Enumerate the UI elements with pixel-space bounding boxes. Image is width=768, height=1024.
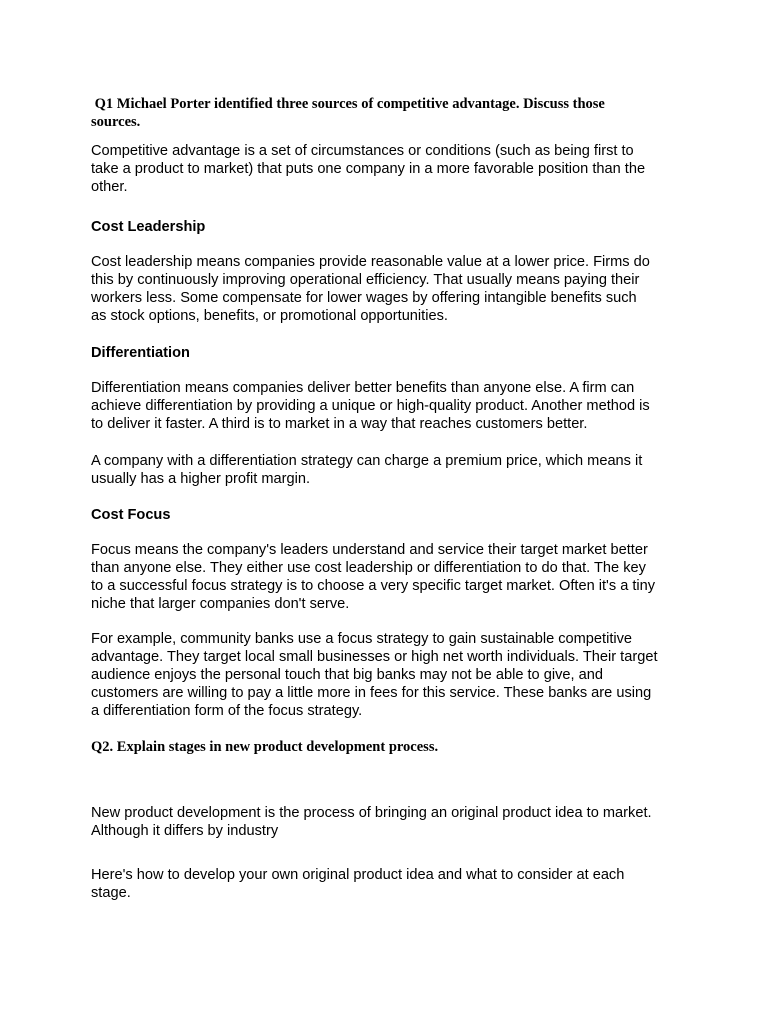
differentiation-heading: Differentiation (91, 345, 190, 361)
paragraph-line: take a product to market) that puts one company in a more favorable position than the (91, 161, 646, 177)
paragraph-line: Here's how to develop your own original product idea and what to consider at each (91, 867, 625, 883)
paragraph-line: niche that larger companies don't serve. (91, 596, 350, 612)
cost-leadership-paragraph (91, 253, 687, 325)
cost-focus-paragraph-1 (91, 541, 687, 613)
paragraph-line: Focus means the company's leaders understand and service their target market better (91, 542, 648, 558)
q1-heading-line: sources. (91, 114, 141, 130)
cost-focus-heading: Cost Focus (91, 507, 171, 523)
paragraph-line: For example, community banks use a focus strategy to gain sustainable competitive (91, 631, 633, 647)
paragraph-line: other. (91, 179, 128, 195)
paragraph-line: to deliver it faster. A third is to market in a way that reaches customers better. (91, 416, 588, 432)
paragraph-line: stage. (91, 885, 131, 901)
differentiation-paragraph-2 (91, 452, 687, 488)
paragraph-line: usually has a higher profit margin. (91, 471, 311, 487)
cost-leadership-heading: Cost Leadership (91, 219, 206, 235)
q2-heading: Q2. Explain stages in new product development process. (91, 739, 439, 755)
paragraph-line: audience enjoys the personal touch that big banks may not be able to give, and (91, 667, 603, 683)
paragraph-line: advantage. They target local small businesses or high net worth individuals. Their target (91, 649, 658, 665)
paragraph-line: as stock options, benefits, or promotional opportunities. (91, 308, 448, 324)
paragraph-line: workers less. Some compensate for lower wages by offering intangible benefits such (91, 290, 637, 306)
paragraph-line: Differentiation means companies deliver better benefits than anyone else. A firm can (91, 380, 635, 396)
paragraph-line: a differentiation form of the focus strategy. (91, 703, 363, 719)
paragraph-line: Competitive advantage is a set of circumstances or conditions (such as being first to (91, 143, 634, 159)
cost-focus-paragraph-2 (91, 630, 687, 720)
paragraph-line: New product development is the process of bringing an original product idea to market. (91, 805, 652, 821)
q1-intro-paragraph (91, 142, 687, 196)
q2-paragraph-1 (91, 804, 687, 840)
paragraph-line: achieve differentiation by providing a unique or high-quality product. Another method is (91, 398, 650, 414)
q1-heading-line: Q1 Michael Porter identified three sources of competitive advantage. Discuss those (91, 96, 605, 112)
paragraph-line: Cost leadership means companies provide reasonable value at a lower price. Firms do (91, 254, 650, 270)
paragraph-line: Although it differs by industry (91, 823, 279, 839)
q1-heading (91, 95, 651, 131)
paragraph-line: customers are willing to pay a little more in fees for this service. These banks are using (91, 685, 652, 701)
paragraph-line: to a successful focus strategy is to choose a very specific target market. Often it's a tiny (91, 578, 656, 594)
differentiation-paragraph-1 (91, 379, 687, 433)
paragraph-line: this by continuously improving operational efficiency. That usually means paying their (91, 272, 640, 288)
paragraph-line: than anyone else. They either use cost leadership or differentiation to do that. The key (91, 560, 646, 576)
q2-paragraph-2 (91, 866, 687, 902)
paragraph-line: A company with a differentiation strategy can charge a premium price, which means it (91, 453, 643, 469)
